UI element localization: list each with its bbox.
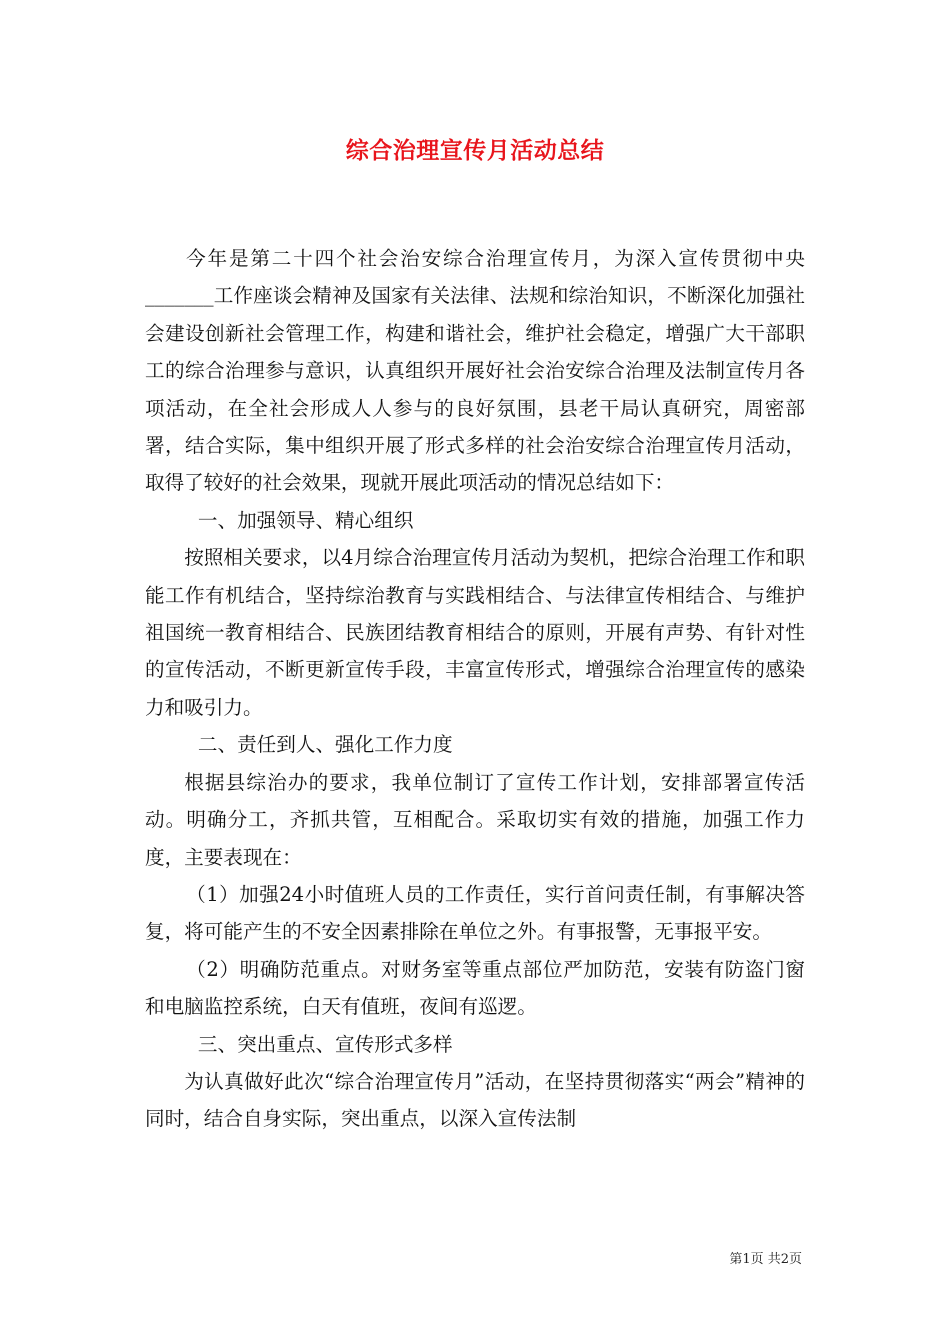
section-heading-3: 三、突出重点、宣传形式多样: [197, 1032, 453, 1056]
document-body: [145, 240, 805, 1138]
paragraph-section-3: 为认真做好此次“综合治理宣传月”活动，在坚持贯彻落实“两会”精神的同时，结合自身实际，突出重点，以深入宣传法制: [145, 1069, 805, 1131]
list-item-1: （1）加强24小时值班人员的工作责任，实行首问责任制，有事解决答复，将可能产生的不安全因素排除在单位之外。有事报警，无事报平安。: [145, 882, 805, 944]
paragraph-intro: 今年是第二十四个社会治安综合治理宣传月，为深入宣传贯彻中央_______工作座谈会精神及国家有关法律、法规和综治知识，不断深化加强社会建设创新社会管理工作，构建和谐社会，维护社会稳定，增强广大干部职工的综合治理参与意识，认真组织开展好社会治安综合治理及法制宣传月各项活动，在全社会形成人人参与的良好氛围，县老干局认真研究，周密部署，结合实际，集中组织开展了形式多样的社会治安综合治理宣传月活动，取得了较好的社会效果，现就开展此项活动的情况总结如下：: [145, 247, 805, 495]
paragraph-section-2: 根据县综治办的要求，我单位制订了宣传工作计划，安排部署宣传活动。明确分工，齐抓共管，互相配合。采取切实有效的措施，加强工作力度，主要表现在：: [145, 770, 805, 869]
section-heading-1: 一、加强领导、精心组织: [197, 508, 414, 532]
document-title: 综合治理宣传月活动总结: [345, 137, 605, 164]
list-item-2: （2）明确防范重点。对财务室等重点部位严加防范，安装有防盗门窗和电脑监控系统，白天有值班，夜间有巡逻。: [145, 957, 805, 1019]
page-number-footer: 第1页 共2页: [729, 1252, 802, 1267]
paragraph-section-1: 按照相关要求，以4月综合治理宣传月活动为契机，把综合治理工作和职能工作有机结合，坚持综治教育与实践相结合、与法律宣传相结合、与维护祖国统一教育相结合、民族团结教育相结合的原则，开展有声势、有针对性的宣传活动，不断更新宣传手段，丰富宣传形式，增强综合治理宣传的感染力和吸引力。: [145, 546, 805, 719]
section-heading-2: 二、责任到人、强化工作力度: [197, 733, 453, 757]
